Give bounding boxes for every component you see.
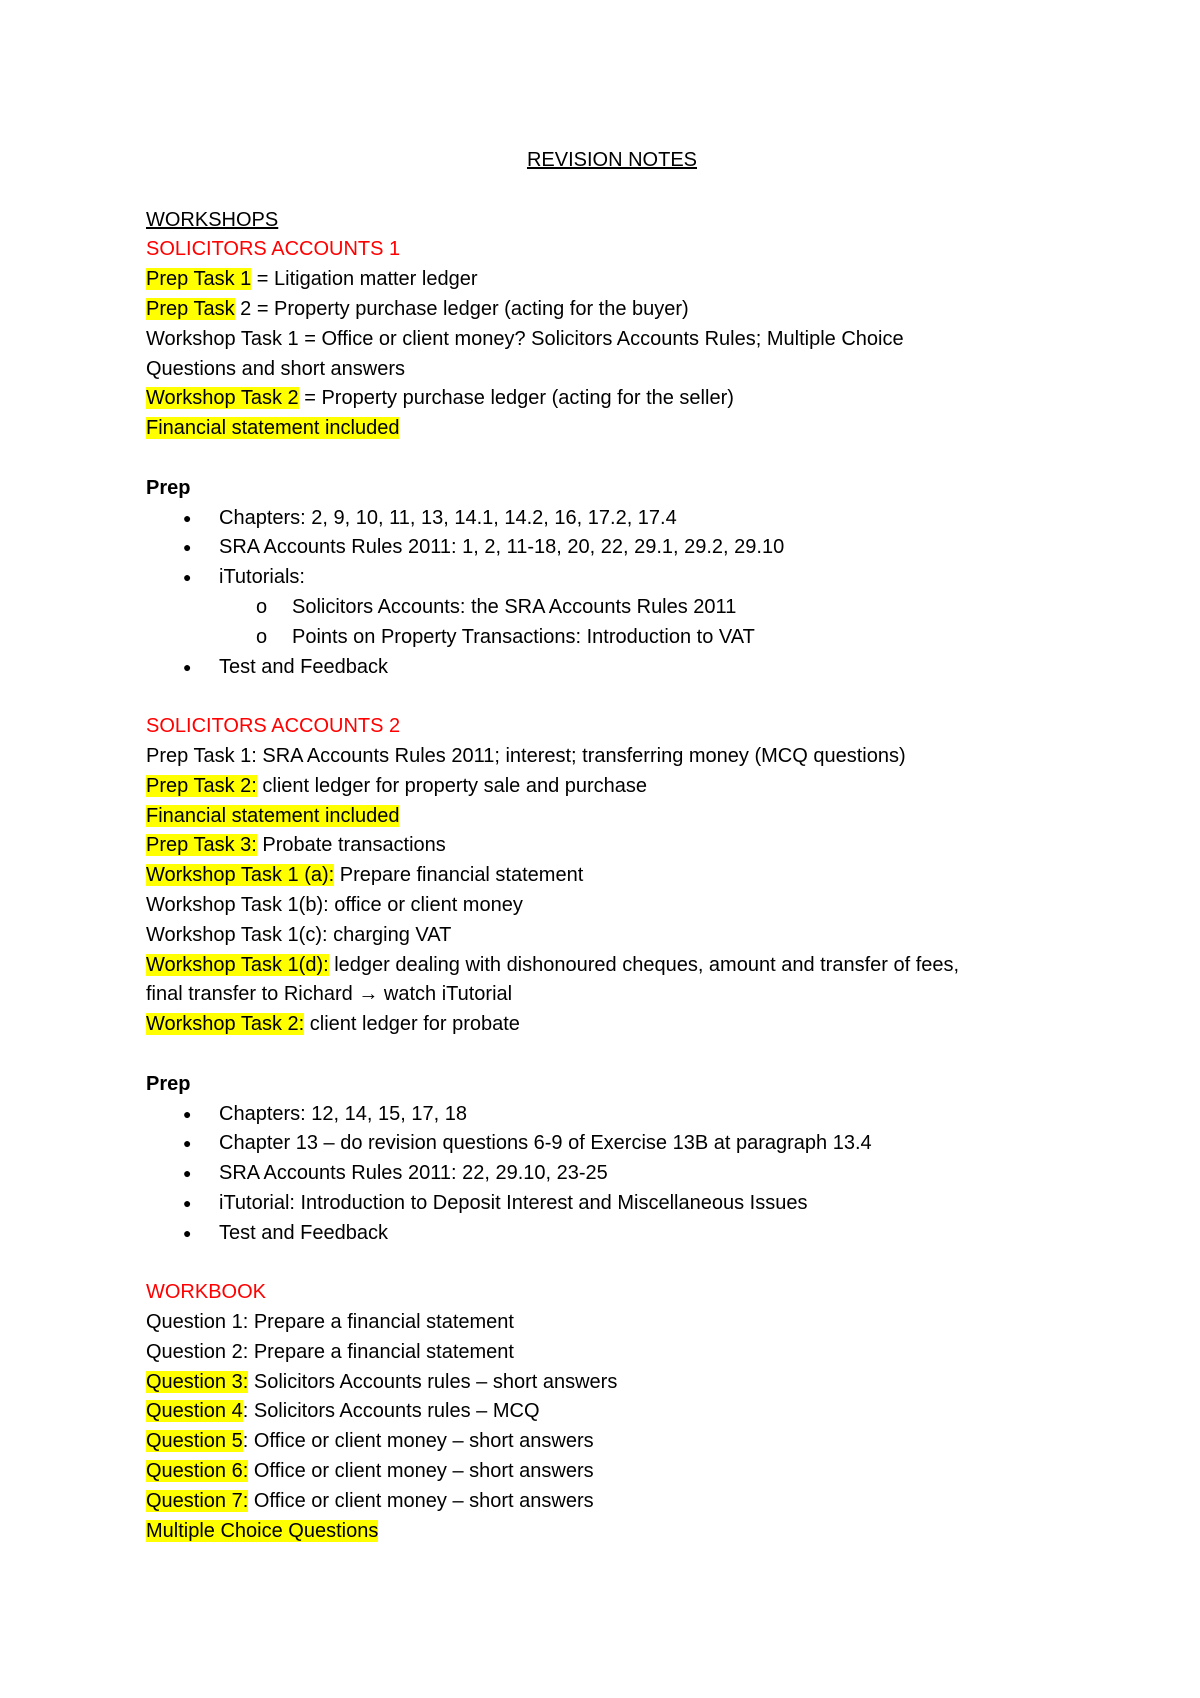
bullet-icon: ●: [183, 1224, 192, 1241]
sa2-line: [146, 1010, 1086, 1040]
line-text: ledger dealing with dishonoured cheques, amount and transfer of fees,: [328, 953, 960, 976]
page-title: REVISION NOTES: [526, 149, 698, 171]
highlight: Prep Task: [146, 297, 235, 320]
right-arrow-icon: →: [358, 983, 379, 1006]
highlight: Financial statement included: [146, 417, 400, 440]
workbook-line: Question 1: Prepare a financial statement: [146, 1311, 514, 1334]
sa1-prep-heading: Prep: [146, 476, 191, 499]
bullet-icon: ●: [183, 509, 192, 526]
list-item: [146, 504, 1086, 534]
line-text: 2 = Property purchase ledger (acting for the buyer): [234, 297, 689, 320]
list-item: [146, 563, 1086, 593]
bullet-icon: ●: [183, 569, 192, 586]
line-text: = Property purchase ledger (acting for the seller): [298, 387, 734, 410]
bullet-icon: ●: [183, 1165, 192, 1182]
sa2-line: [146, 980, 1086, 1010]
list-item: [146, 653, 1086, 683]
sa1-line: [146, 295, 1086, 325]
line-text: Prepare financial statement: [334, 864, 584, 887]
highlight: Question 3:: [146, 1370, 249, 1393]
sa1-prep-list: [146, 504, 1086, 683]
list-item-text: Chapters: 2, 9, 10, 11, 13, 14.1, 14.2, 16, 17.2, 17.4: [219, 506, 677, 529]
workbook-heading: WORKBOOK: [146, 1281, 267, 1304]
line-text: client ledger for property sale and purchase: [256, 774, 648, 797]
sa1-line: Workshop Task 1 = Office or client money? Solicitors Accounts Rules; Multiple Choice: [146, 327, 904, 350]
highlight: Workshop Task 2:: [146, 1013, 305, 1036]
highlight: Question 6:: [146, 1460, 249, 1483]
line-text: Probate transactions: [256, 834, 446, 857]
sa2-prep-list: [146, 1100, 1086, 1249]
line-text: Office or client money – short answers: [248, 1460, 594, 1483]
sa2-line: Workshop Task 1(b): office or client money: [146, 893, 523, 916]
highlight: Financial statement included: [146, 804, 400, 827]
sub-list-item: [146, 623, 1086, 653]
list-item-text: Chapter 13 – do revision questions 6-9 of Exercise 13B at paragraph 13.4: [219, 1132, 872, 1155]
list-item-text: Test and Feedback: [219, 1221, 388, 1244]
document-page: [146, 146, 1086, 1546]
highlight: Workshop Task 2: [146, 387, 299, 410]
sa2-line: [146, 831, 1086, 861]
highlight: Multiple Choice Questions: [146, 1519, 379, 1542]
sa1-line: [146, 414, 1086, 444]
bullet-icon: ●: [183, 1135, 192, 1152]
sa2-line: Prep Task 1: SRA Accounts Rules 2011; interest; transferring money (MCQ questions): [146, 744, 906, 767]
sa1-line: Questions and short answers: [146, 357, 406, 380]
bullet-icon: ●: [183, 1194, 192, 1211]
workbook-line: [146, 1397, 1086, 1427]
sa2-line: [146, 772, 1086, 802]
sa2-line: [146, 951, 1086, 981]
list-item-text: SRA Accounts Rules 2011: 1, 2, 11-18, 20, 22, 29.1, 29.2, 29.10: [219, 536, 785, 559]
sa1-line: [146, 265, 1086, 295]
line-text: final transfer to Richard: [146, 983, 359, 1006]
sa2-line: [146, 861, 1086, 891]
workbook-line: [146, 1517, 1086, 1547]
list-item: [146, 1129, 1086, 1159]
workbook-line: [146, 1427, 1086, 1457]
bullet-icon: ●: [183, 1105, 192, 1122]
sa2-prep-heading: Prep: [146, 1072, 191, 1095]
bullet-icon: ●: [183, 658, 192, 675]
line-text: Office or client money – short answers: [248, 1489, 594, 1512]
highlight: Prep Task 3:: [146, 834, 257, 857]
list-item-text: Solicitors Accounts: the SRA Accounts Rules 2011: [292, 595, 737, 618]
sa2-heading: SOLICITORS ACCOUNTS 2: [146, 715, 401, 738]
list-item-text: Points on Property Transactions: Introduction to VAT: [292, 625, 755, 648]
list-item: [146, 1189, 1086, 1219]
sa1-line: [146, 384, 1086, 414]
sa1-heading: SOLICITORS ACCOUNTS 1: [146, 238, 401, 261]
highlight: Question 5: [146, 1430, 243, 1453]
sa2-line: Workshop Task 1(c): charging VAT: [146, 923, 452, 946]
list-item: [146, 1159, 1086, 1189]
list-item: [146, 1100, 1086, 1130]
list-item-text: Test and Feedback: [219, 655, 388, 678]
list-item-text: iTutorial: Introduction to Deposit Interest and Miscellaneous Issues: [219, 1191, 808, 1214]
highlight: Question 4: [146, 1400, 243, 1423]
sa2-line: [146, 802, 1086, 832]
highlight: Prep Task 1: [146, 268, 252, 291]
list-item-text: iTutorials:: [219, 566, 305, 589]
bullet-icon: ●: [183, 539, 192, 556]
line-text: : Office or client money – short answers: [242, 1430, 594, 1453]
workbook-line: [146, 1457, 1086, 1487]
workshops-heading: WORKSHOPS: [146, 208, 279, 231]
highlight: Workshop Task 1 (a):: [146, 864, 335, 887]
sub-list-item: [146, 593, 1086, 623]
line-text: Solicitors Accounts rules – short answers: [248, 1370, 618, 1393]
highlight: Prep Task 2:: [146, 774, 257, 797]
line-text: : Solicitors Accounts rules – MCQ: [242, 1400, 540, 1423]
highlight: Workshop Task 1(d):: [146, 953, 329, 976]
circle-bullet-icon: o: [256, 595, 268, 618]
highlight: Question 7:: [146, 1489, 249, 1512]
list-item-text: Chapters: 12, 14, 15, 17, 18: [219, 1102, 467, 1125]
list-item: [146, 1219, 1086, 1249]
line-text: client ledger for probate: [304, 1013, 520, 1036]
workbook-line: [146, 1368, 1086, 1398]
line-text: watch iTutorial: [378, 983, 513, 1006]
line-text: = Litigation matter ledger: [251, 268, 478, 291]
list-item: [146, 533, 1086, 563]
workbook-line: Question 2: Prepare a financial statement: [146, 1340, 514, 1363]
circle-bullet-icon: o: [256, 625, 268, 648]
list-item-text: SRA Accounts Rules 2011: 22, 29.10, 23-25: [219, 1162, 608, 1185]
workbook-line: [146, 1487, 1086, 1517]
